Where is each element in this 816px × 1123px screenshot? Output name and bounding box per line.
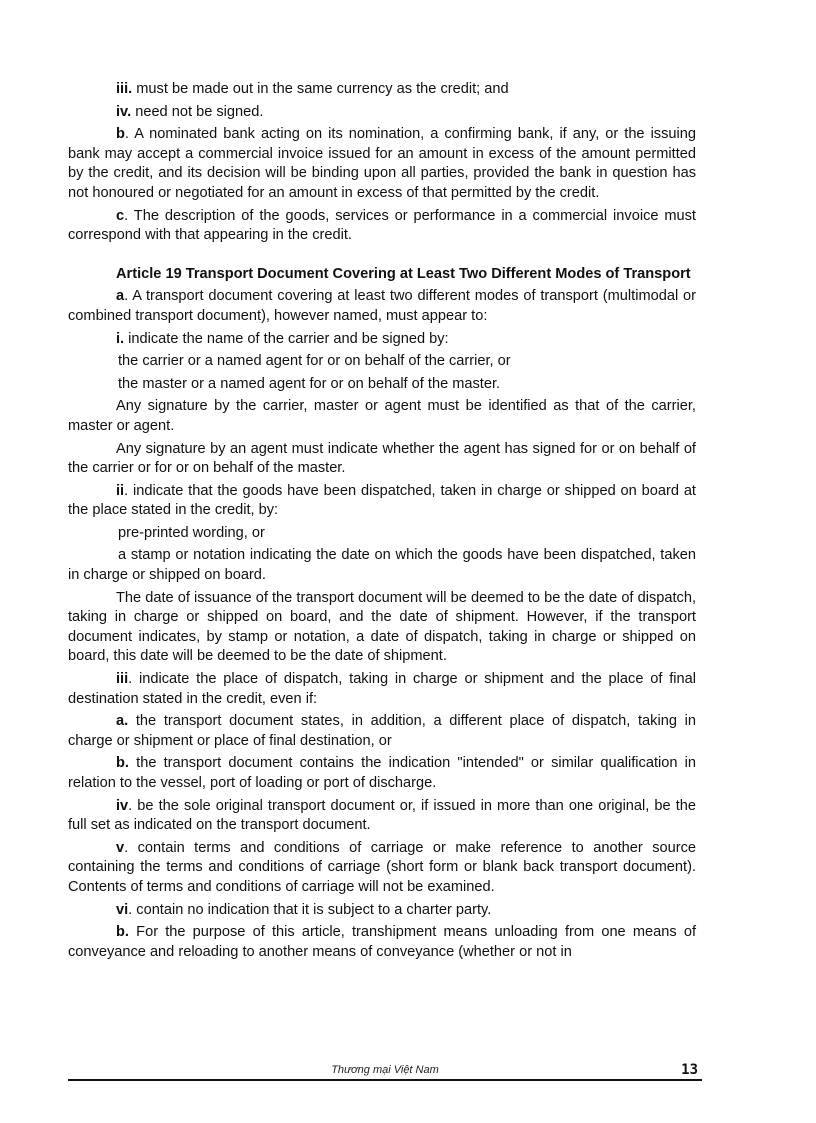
clause-i: i. indicate the name of the carrier and be signed by: (116, 330, 449, 347)
clause-vi: vi. contain no indication that it is subject to a charter party. (116, 901, 492, 918)
clause-iv: iv. need not be signed. (116, 103, 264, 120)
article-19-heading: Article 19 Transport Document Covering at Least Two Different Modes of Transport (116, 265, 691, 282)
agent-signature-paragraph: Any signature by an agent must indicate whether the agent has signed for or on behalf of the carrier or for or on behalf of the master. (68, 440, 696, 477)
footer-title: Thương mại Việt Nam (331, 1064, 439, 1076)
sub-a: a. the transport document states, in addition, a different place of dispatch, taking in charge or shipment or place of final destination, or (68, 713, 696, 749)
issuance-date-paragraph: The date of issuance of the transport document will be deemed to be the date of dispatch, taking in charge or shipped on board, and the date of shipment. However, if the transport document indicates, by stamp or notation, a date of dispatch, taking in charge or shipped on board, this date will be deemed to be the date of shipment. (68, 589, 696, 665)
sub-carrier: the carrier or a named agent for or on behalf of the carrier, or (118, 353, 511, 370)
clause-b: b. A nominated bank acting on its nomination, a confirming bank, if any, or the issuing bank may accept a commercial invoice issued for an amount in excess of the amount permitted by the credit, and its decision will be binding upon all parties, provided the bank in question has not honoured or negotiated for an amount in excess of that permitted by the credit. (68, 126, 696, 201)
clause-iv-original: iv. be the sole original transport document or, if issued in more than one original, be the full set as indicated on the transport document. (68, 797, 696, 834)
sub-master: the master or a named agent for or on behalf of the master. (118, 375, 501, 392)
clause-iii: iii. must be made out in the same currency as the credit; and (116, 81, 509, 97)
page-number: 13 (681, 1062, 698, 1078)
sub-b: b. the transport document contains the indication "intended" or similar qualification in relation to the vessel, port of loading or port of discharge. (68, 755, 696, 791)
page-footer (68, 1064, 702, 1084)
sub-stamp: a stamp or notation indicating the date on which the goods have been dispatched, taken in charge or shipped on board. (68, 547, 696, 584)
sub-preprinted: pre-printed wording, or (118, 524, 265, 541)
document-body (68, 80, 696, 962)
clause-c: c. The description of the goods, services or performance in a commercial invoice must correspond with that appearing in the credit. (68, 207, 696, 244)
signature-paragraph: Any signature by the carrier, master or agent must be identified as that of the carrier, master or agent. (68, 398, 696, 434)
article-19-clause-a: a. A transport document covering at least two different modes of transport (multimodal or combined transport document), however named, must appear to: (68, 288, 696, 324)
clause-ii: ii. indicate that the goods have been dispatched, taken in charge or shipped on board at the place stated in the credit, by: (68, 482, 696, 519)
transhipment-paragraph: b. For the purpose of this article, transhipment means unloading from one means of conveyance and reloading to another means of conveyance (whether or not in (68, 924, 696, 960)
footer-divider (68, 1079, 702, 1081)
clause-iii-place: iii. indicate the place of dispatch, taking in charge or shipment and the place of final destination stated in the credit, even if: (68, 671, 696, 707)
clause-v: v. contain terms and conditions of carriage or make reference to another source containing the terms and conditions of carriage (short form or blank back transport document). Contents of terms and conditions of carriage will not be examined. (68, 839, 696, 895)
